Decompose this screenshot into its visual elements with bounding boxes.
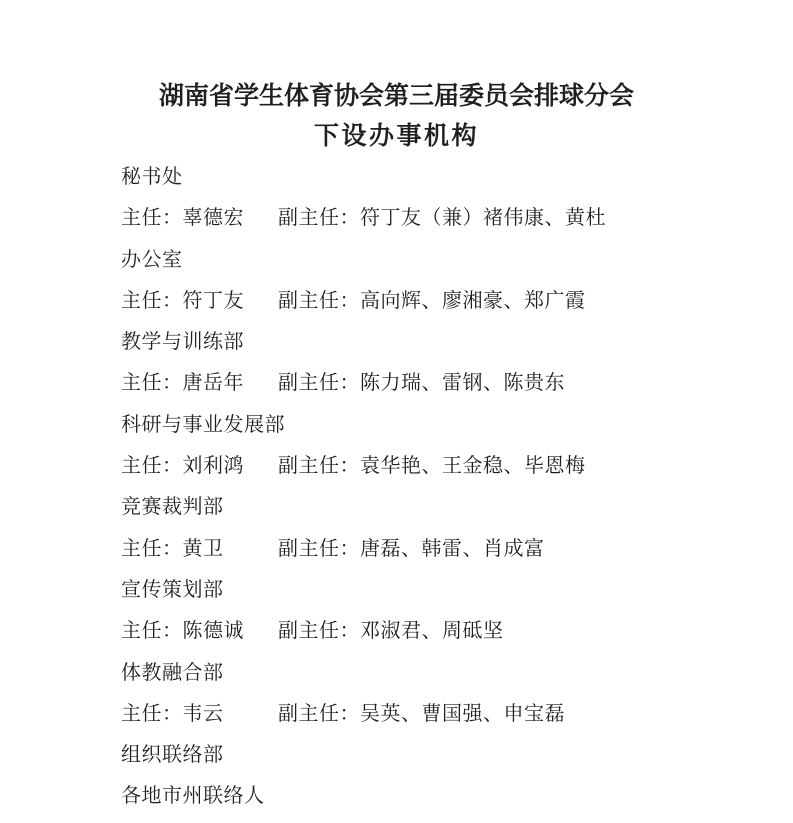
deputy-names: 唐磊、韩雷、肖成富 [360, 537, 545, 560]
title-line-1: 湖南省学生体育协会第三届委员会排球分会 [158, 82, 634, 110]
title-line-2: 下设办事机构 [313, 122, 479, 150]
deputy-label: 副主任： [278, 455, 360, 478]
director-label: 主任： [121, 207, 183, 230]
document-body [121, 167, 763, 823]
deputy-names: 袁华艳、王金稳、毕恩梅 [360, 455, 586, 478]
department-name: 教学与训练部 [121, 331, 244, 354]
document-title [0, 76, 793, 156]
leadership-row [121, 291, 763, 311]
leadership-row [121, 621, 763, 641]
leadership-row [121, 456, 763, 476]
department-name: 组织联络部 [121, 744, 224, 767]
deputy-directors [278, 291, 586, 311]
director-label: 主任： [121, 620, 183, 643]
deputy-names: 邓淑君、周砥坚 [360, 620, 504, 643]
department-name: 科研与事业发展部 [121, 413, 285, 436]
director-label: 主任： [121, 289, 183, 312]
director-label: 主任： [121, 702, 183, 725]
department-name: 体教融合部 [121, 661, 224, 684]
deputy-label: 副主任： [278, 289, 360, 312]
director-name: 符丁友 [182, 289, 244, 312]
leadership-row [121, 208, 763, 228]
deputy-label: 副主任： [278, 537, 360, 560]
department-name: 秘书处 [121, 166, 183, 188]
director-name: 黄卫 [182, 537, 224, 560]
director-label: 主任： [121, 455, 183, 478]
leadership-row [121, 539, 763, 559]
leadership-row [121, 704, 763, 724]
deputy-directors [278, 621, 504, 641]
director-label: 主任： [121, 537, 183, 560]
deputy-label: 副主任： [278, 372, 360, 395]
department-name: 办公室 [121, 248, 183, 271]
director-name: 韦云 [182, 702, 224, 725]
deputy-directors [278, 373, 565, 393]
deputy-directors [278, 208, 606, 228]
director-name: 刘利鸿 [182, 455, 244, 478]
deputy-names: 吴英、曹国强、申宝磊 [360, 702, 565, 725]
department-name: 竞赛裁判部 [121, 496, 224, 519]
department-name: 各地市州联络人 [121, 785, 265, 808]
deputy-names: 高向辉、廖湘豪、郑广霞 [360, 289, 586, 312]
deputy-directors [278, 704, 565, 724]
deputy-names: 符丁友（兼）褚伟康、黄杜 [360, 207, 606, 230]
deputy-directors [278, 539, 545, 559]
deputy-label: 副主任： [278, 620, 360, 643]
deputy-label: 副主任： [278, 207, 360, 230]
department-name: 宣传策划部 [121, 578, 224, 601]
leadership-row [121, 373, 763, 393]
director-name: 陈德诚 [182, 620, 244, 643]
director-name: 辜德宏 [182, 207, 244, 230]
deputy-label: 副主任： [278, 702, 360, 725]
director-label: 主任： [121, 372, 183, 395]
deputy-names: 陈力瑞、雷钢、陈贵东 [360, 372, 565, 395]
deputy-directors [278, 456, 586, 476]
director-name: 唐岳年 [182, 372, 244, 395]
